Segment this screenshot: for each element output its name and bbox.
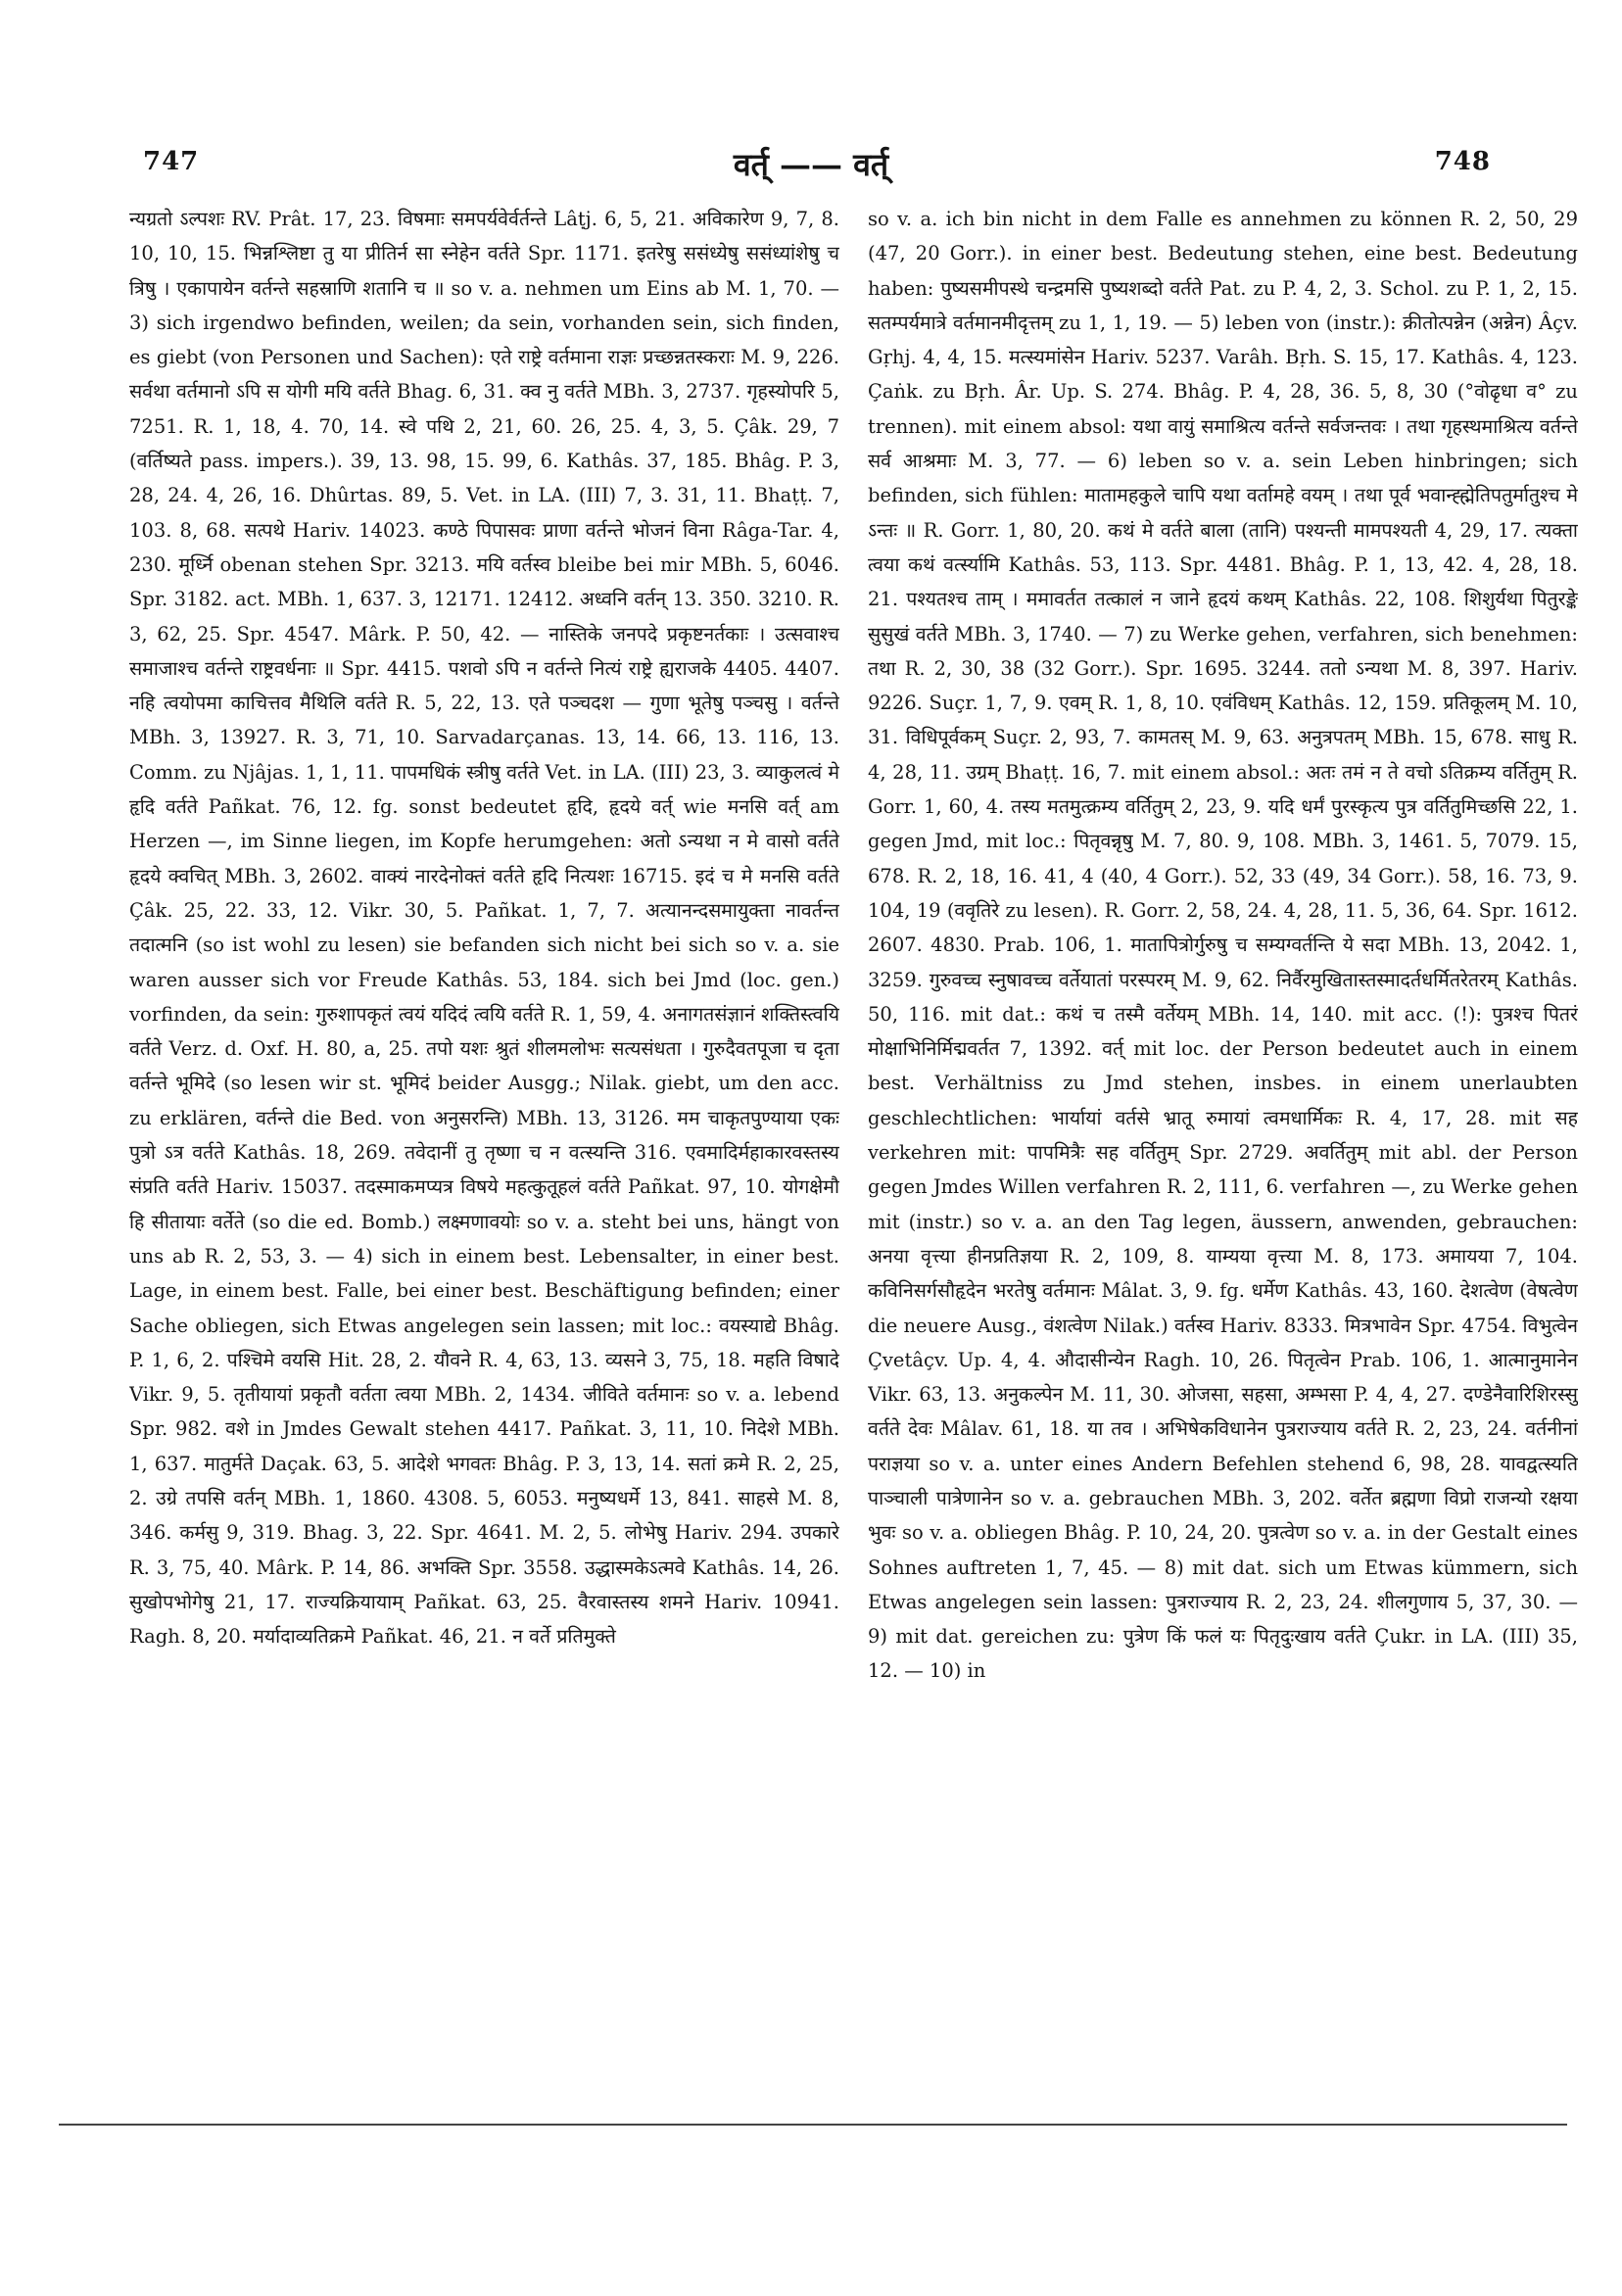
- page-header: [0, 147, 1622, 190]
- left-column-text: न्यग्रतो ऽल्पशः RV. Prât. 17, 23. विषमाः समपर्यवेर्वर्तन्ते Lâṭj. 6, 5, 21. अविकारेण 9, 7, 8. 10, 10, 15. भिन्नश्लिष्टा तु या प्रीतिर्न सा स्नेहेन वर्तते Spr. 1171. इतरेषु ससंध्येषु ससंध्यांशेषु च त्रिषु । एकापायेन वर्तन्ते सहस्राणि शतानि च ॥ so v. a. nehmen um Eins ab M. 1, 70. — 3) sich irgendwo befinden, weilen; da sein, vorhanden sein, sich finden, es giebt (von Personen und Sachen): एते राष्ट्रे वर्तमाना राज्ञः प्रच्छन्नतस्कराः M. 9, 226. सर्वथा वर्तमानो ऽपि स योगी मयि वर्तते Bhag. 6, 31. क्व नु वर्तते MBh. 3, 2737. गृहस्योपरि 5, 7251. R. 1, 18, 4. 70, 14. स्वे पथि 2, 21, 60. 26, 25. 4, 3, 5. Çâk. 29, 7 (वर्तिष्यते pass. impers.). 39, 13. 98, 15. 99, 6. Kathâs. 37, 185. Bhâg. P. 3, 28, 24. 4, 26, 16. Dhûrtas. 89, 5. Vet. in LA. (III) 7, 3. 31, 11. Bhaṭṭ. 7, 103. 8, 68. सत्पथे Hariv. 14023. कण्ठे पिपासवः प्राणा वर्तन्ते भोजनं विना Râga-Tar. 4, 230. मूर्ध्नि obenan stehen Spr. 3213. मयि वर्तस्व bleibe bei mir MBh. 5, 6046. Spr. 3182. act. MBh. 1, 637. 3, 12171. 12412. अध्वनि वर्तन् 13. 350. 3210. R. 3, 62, 25. Spr. 4547. Mârk. P. 50, 42. — नास्तिके जनपदे प्रकृष्टनर्तकाः । उत्सवाश्च समाजाश्च वर्तन्ते राष्ट्रवर्धनाः ॥ Spr. 4415. पशवो ऽपि न वर्तन्ते नित्यं राष्ट्रे ह्यराजके 4405. 4407. नहि त्वयोपमा काचित्तव मैथिलि वर्तते R. 5, 22, 13. एते पञ्चदश — गुणा भूतेषु पञ्चसु । वर्तन्ते MBh. 3, 13927. R. 3, 71, 10. Sarvadarçanas. 13, 14. 66, 13. 116, 13. Comm. zu Njâjas. 1, 1, 11. पापमधिकं स्त्रीषु वर्तते Vet. in LA. (III) 23, 3. व्याकुलत्वं मे हृदि वर्तते Pañkat. 76, 12. fg. sonst bedeutet हृदि, हृदये वर्त् wie मनसि वर्त् am Herzen —, im Sinne liegen, im Kopfe herumgehen: अतो ऽन्यथा न मे वासो वर्तते हृदये क्वचित् MBh. 3, 2602. वाक्यं नारदेनोक्तं वर्तते हृदि नित्यशः 16715. इदं च मे मनसि वर्तते Çâk. 25, 22. 33, 12. Vikr. 30, 5. Pañkat. 1, 7, 7. अत्यानन्दसमायुक्ता नावर्तन्त तदात्मनि (so ist wohl zu lesen) sie befanden sich nicht bei sich so v. a. sie waren ausser sich vor Freude Kathâs. 53, 184. sich bei Jmd (loc. gen.) vorfinden, da sein: गुरुशापकृतं त्वयं यदिदं त्वयि वर्तते R. 1, 59, 4. अनागतसंज्ञानं शक्तिस्त्वयि वर्तते Verz. d. Oxf. H. 80, a, 25. तपो यशः श्रुतं शीलमलोभः सत्यसंधता । गुरुदैवतपूजा च दृता वर्तन्ते भूमिदे (so lesen wir st. भूमिदं beider Ausgg.; Nilak. giebt, um den acc. zu erklären, वर्तन्ते die Bed. von अनुसरन्ति) MBh. 13, 3126. मम चाकृतपुण्याया एकः पुत्रो ऽत्र वर्तते Kathâs. 18, 269. तवेदानीं तु तृष्णा च न वत्स्यन्ति 316. एवमादिर्महाकारवस्तस्य संप्रति वर्तते Hariv. 15037. तदस्माकमप्यत्र विषये महत्कुतूहलं वर्तते Pañkat. 97, 10. योगक्षेमौ हि सीतायाः वर्तेते (so die ed. Bomb.) लक्ष्मणावयोः so v. a. steht bei uns, hängt von uns ab R. 2, 53, 3. — 4) sich in einem best. Lebensalter, in einer best. Lage, in einem best. Falle, bei einer best. Beschäftigung befinden; einer Sache obliegen, sich Etwas angelegen sein lassen; mit loc.: वयस्याद्ये Bhâg. P. 1, 6, 2. पश्चिमे वयसि Hit. 28, 2. यौवने R. 4, 63, 13. व्यसने 3, 75, 18. महति विषादे Vikr. 9, 5. तृतीयायां प्रकृतौ वर्तता त्वया MBh. 2, 1434. जीविते वर्तमानः so v. a. lebend Spr. 982. वशे in Jmdes Gewalt stehen 4417. Pañkat. 3, 11, 10. निदेशे MBh. 1, 637. मातुर्मते Daçak. 63, 5. आदेशे भगवतः Bhâg. P. 3, 13, 14. सतां क्रमे R. 2, 25, 2. उग्रे तपसि वर्तन् MBh. 1, 1860. 4308. 5, 6053. मनुष्यधर्मे 13, 841. साहसे M. 8, 346. कर्मसु 9, 319. Bhag. 3, 22. Spr. 4641. M. 2, 5. लोभेषु Hariv. 294. उपकारे R. 3, 75, 40. Mârk. P. 14, 86. अभक्ति Spr. 3558. उद्धास्मकेऽत्मवे Kathâs. 14, 26. सुखोपभोगेषु 21, 17. राज्यक्रियायाम् Pañkat. 63, 25. वैरवास्तस्य शमने Hariv. 10941. Ragh. 8, 20. मर्यादाव्यतिक्रमे Pañkat. 46, 21. न वर्ते प्रतिमुक्ते: [129, 208, 839, 1649]
- right-column-text: so v. a. ich bin nicht in dem Falle es annehmen zu können R. 2, 50, 29 (47, 20 Gorr.). in einer best. Bedeutung stehen, eine best. Bedeutung haben: पुष्यसमीपस्थे चन्द्रमसि पुष्यशब्दो वर्तते Pat. zu P. 4, 2, 3. Schol. zu P. 1, 2, 15. सतम्पर्यमात्रे वर्तमानमीदृत्तम् zu 1, 1, 19. — 5) leben von (instr.): क्रीतोत्पन्नेन (अन्नेन) Âçv. Gṛhj. 4, 4, 15. मत्स्यमांसेन Hariv. 5237. Varâh. Bṛh. S. 15, 17. Kathâs. 4, 123. Çaṅk. zu Bṛh. Âr. Up. S. 274. Bhâg. P. 4, 28, 36. 5, 8, 30 (°वोढृधा व° zu trennen). mit einem absol: यथा वायुं समाश्रित्य वर्तन्ते सर्वजन्तवः । तथा गृहस्थमाश्रित्य वर्तन्ते सर्व आश्रमाः M. 3, 77. — 6) leben so v. a. sein Leben hinbringen; sich befinden, sich fühlen: मातामहकुले चापि यथा वर्तामहे वयम् । तथा पूर्व भवान्ह्ह्मेतिपतुर्मातुश्च मे ऽन्तः ॥ R. Gorr. 1, 80, 20. कथं मे वर्तते बाला (तानि) पश्यन्ती मामपश्यती 4, 29, 17. त्यक्ता त्वया कथं वर्त्स्यामि Kathâs. 53, 113. Spr. 4481. Bhâg. P. 1, 13, 42. 4, 28, 18. 21. पश्यतश्च ताम् । ममावर्तत तत्कालं न जाने हृदयं कथम् Kathâs. 22, 108. शिशुर्यथा पितुरङ्के सुसुखं वर्तते MBh. 3, 1740. — 7) zu Werke gehen, verfahren, sich benehmen: तथा R. 2, 30, 38 (32 Gorr.). Spr. 1695. 3244. ततो ऽन्यथा M. 8, 397. Hariv. 9226. Suçr. 1, 7, 9. एवम् R. 1, 8, 10. एवंविधम् Kathâs. 12, 159. प्रतिकूलम् M. 10, 31. विधिपूर्वकम् Suçr. 2, 93, 7. कामतस् M. 9, 63. अनुत्रपतम् MBh. 15, 678. साधु R. 4, 28, 11. उग्रम् Bhaṭṭ. 16, 7. mit einem absol.: अतः तमं न ते वचो ऽतिक्रम्य वर्तितुम् R. Gorr. 1, 60, 4. तस्य मतमुत्क्रम्य वर्तितुम् 2, 23, 9. यदि धर्मं पुरस्कृत्य पुत्र वर्तितुमिच्छसि 22, 1. gegen Jmd, mit loc.: पितृवन्नृषु M. 7, 80. 9, 108. MBh. 3, 1461. 5, 7079. 15, 678. R. 2, 18, 16. 41, 4 (40, 4 Gorr.). 52, 33 (49, 34 Gorr.). 58, 16. 73, 9. 104, 19 (ववृतिरे zu lesen). R. Gorr. 2, 58, 24. 4, 28, 11. 5, 36, 64. Spr. 1612. 2607. 4830. Prab. 106, 1. मातापित्रोर्गुरुषु च सम्यग्वर्तन्ति ये सदा MBh. 13, 2042. 1, 3259. गुरुवच्च स्नुषावच्च वर्तेयातां परस्परम् M. 9, 62. निर्वैरमुखितास्तस्मादर्तधर्मितरेतरम् Kathâs. 50, 116. mit dat.: कथं च तस्मै वर्तेयम् MBh. 14, 140. mit acc. (!): पुत्रश्च पितरं मोक्षाभिनिर्मिद्मवर्तत 7, 1392. वर्त् mit loc. der Person bedeutet auch in einem best. Verhältniss zu Jmd stehen, insbes. in einem unerlaubten geschlechtlichen: भार्यायां वर्तसे भ्रातू रुमायां त्वमधार्मिकः R. 4, 17, 28. mit सह verkehren mit: पापमित्रैः सह वर्तितुम् Spr. 2729. अवर्तितुम् mit abl. der Person gegen Jmdes Willen verfahren R. 2, 111, 6. verfahren —, zu Werke gehen mit (instr.) so v. a. an den Tag legen, äussern, anwenden, gebrauchen: अनया वृत्त्या हीनप्रतिज्ञया R. 2, 109, 8. याम्यया वृत्त्या M. 8, 173. अमायया 7, 104. कविनिसर्गसौहृदेन भरतेषु वर्तमानः Mâlat. 3, 9. fg. धर्मेण Kathâs. 43, 160. देशत्वेण (वेषत्वेण die neuere Ausg., वंशत्वेण Nilak.) वर्तस्व Hariv. 8333. मित्रभावेन Spr. 4754. विभुत्वेन Çvetâçv. Up. 4, 4. औदासीन्येन Ragh. 10, 26. पितृत्वेन Prab. 106, 1. आत्मानुमानेन Vikr. 63, 13. अनुकल्पेन M. 11, 30. ओजसा, सहसा, अम्भसा P. 4, 4, 27. दण्डेनैवारिशिरस्सु वर्तते देवः Mâlav. 61, 18. या तव । अभिषेकविधानेन पुत्रराज्याय वर्तते R. 2, 23, 24. वर्तनीनां पराज्ञया so v. a. unter eines Andern Befehlen stehend 6, 98, 28. यावद्वत्स्यति पाञ्चाली पात्रेणानेन so v. a. gebrauchen MBh. 3, 202. वर्तेत ब्रह्मणा विप्रो राजन्यो रक्षया भुवः so v. a. obliegen Bhâg. P. 10, 24, 20. पुत्रत्वेण so v. a. in der Gestalt eines Sohnes auftreten 1, 7, 45. — 8) mit dat. sich um Etwas kümmern, sich Etwas angelegen sein lassen: पुत्रराज्याय R. 2, 23, 24. शीलगुणाय 5, 37, 30. — 9) mit dat. gereichen zu: पुत्रेण किं फलं यः पितृदुःखाय वर्तते Çukr. in LA. (III) 35, 12. — 10) in: [868, 208, 1578, 1683]
- page-number-left: 747: [143, 147, 200, 176]
- right-column: [868, 202, 1578, 2102]
- running-headword: वर्त् —— वर्त्: [733, 146, 889, 183]
- footer-rule: [59, 2124, 1567, 2126]
- page-number-right: 748: [1434, 147, 1491, 176]
- left-column: [129, 202, 839, 2102]
